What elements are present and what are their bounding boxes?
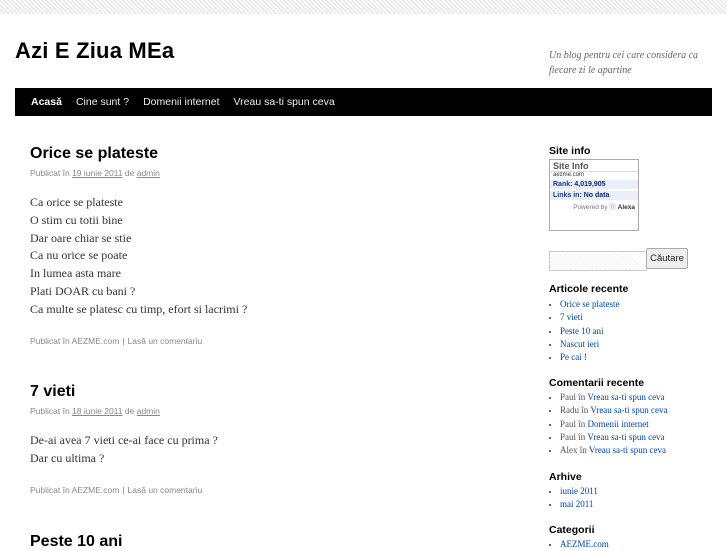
post-line: Dar oare chiar se stie: [30, 230, 132, 245]
nav-item-about[interactable]: Cine sunt ?: [75, 96, 130, 108]
search-button[interactable]: Căutare: [646, 248, 688, 269]
list-item: [560, 498, 598, 511]
category-link[interactable]: AEZME.com: [71, 484, 120, 495]
nav-item-message[interactable]: Vreau sa-ti spun ceva: [233, 96, 335, 108]
recent-comments-list: [549, 391, 668, 457]
recent-post-link[interactable]: Orice se plateste: [560, 299, 620, 309]
post-line: Dar cu ultima ?: [30, 450, 105, 465]
list-item: [560, 444, 668, 457]
recent-post-link[interactable]: Nascut ieri: [560, 338, 600, 349]
post-footer: [30, 485, 218, 495]
post: [30, 145, 247, 346]
links-value: No data: [583, 192, 610, 199]
footer-separator: |: [122, 335, 125, 346]
site-info-title: Site info: [549, 145, 591, 157]
comment-post-link[interactable]: Vreau sa-ti spun ceva: [587, 392, 665, 402]
list-item: [560, 418, 668, 431]
rank-value: 4,019,905: [574, 181, 606, 188]
post-title[interactable]: 7 vieti: [30, 383, 76, 400]
list-item: [560, 325, 619, 338]
recent-post-link[interactable]: Peste 10 ani: [560, 325, 604, 336]
post-line: Ca multe se platesc cu timp, efort si lacrimi ?: [30, 301, 248, 316]
alexa-widget[interactable]: [549, 159, 639, 231]
comment-in: în: [581, 405, 589, 416]
recent-posts-title: Articole recente: [549, 283, 629, 295]
alexa-powered: [550, 200, 638, 213]
category-link[interactable]: AEZME.com: [71, 335, 120, 346]
post: [30, 533, 123, 551]
alexa-logo-text: Alexa: [617, 204, 635, 211]
category-link[interactable]: AEZME.com: [560, 539, 609, 549]
list-item: [560, 431, 668, 444]
post-line: O stim cu totii bine: [30, 212, 123, 227]
recent-comments-title: Comentarii recente: [549, 377, 645, 389]
list-item: [560, 485, 598, 498]
post-author-link[interactable]: admin: [136, 406, 160, 416]
comment-post-link[interactable]: Vreau sa-ti spun ceva: [588, 445, 667, 456]
list-item: [560, 404, 668, 417]
post-meta: [30, 168, 247, 178]
meta-by: de: [124, 168, 135, 178]
post-line: In lumea asta mare: [30, 266, 121, 281]
comment-in: în: [578, 392, 586, 402]
post-title[interactable]: Orice se plateste: [30, 145, 159, 162]
comment-author: Alex: [560, 445, 578, 456]
main-nav: [15, 88, 712, 116]
comment-in: în: [578, 418, 586, 429]
footer-prefix: Publicat în: [30, 484, 70, 495]
post-date-link[interactable]: 18 iunie 2011: [72, 406, 123, 416]
nav-item-home[interactable]: Acasă: [31, 96, 62, 108]
archives-title: Arhive: [549, 471, 582, 483]
meta-by: de: [124, 406, 135, 416]
alexa-header: Site Info: [550, 160, 638, 172]
post-line: Ca nu orice se poate: [30, 248, 128, 263]
powered-by-text: Powered by: [573, 204, 608, 211]
post: [30, 383, 218, 495]
meta-prefix: Publicat în: [30, 168, 70, 178]
categories-title: Categorii: [549, 524, 595, 536]
archive-link[interactable]: iunie 2011: [560, 486, 598, 496]
footer-prefix: Publicat în: [30, 335, 70, 346]
archive-link[interactable]: mai 2011: [560, 499, 594, 510]
post-body: [30, 194, 247, 319]
alexa-logo-icon: ⓪: [609, 204, 616, 211]
comment-author: Radu: [560, 405, 579, 416]
post-author-link[interactable]: admin: [136, 168, 160, 178]
list-item: [560, 391, 668, 404]
alexa-domain: aezme.com: [553, 172, 585, 178]
alexa-links-row: [550, 191, 638, 200]
post-body: [30, 432, 218, 468]
post-title[interactable]: Peste 10 ani: [30, 533, 123, 550]
site-title[interactable]: Azi E Ziua MEa: [15, 38, 175, 63]
recent-post-link[interactable]: Pe cai !: [560, 352, 587, 363]
post-line: De-ai avea 7 vieti ce-ai face cu prima ?: [30, 433, 218, 447]
comment-post-link[interactable]: Domenii internet: [587, 418, 649, 429]
list-item: [560, 351, 619, 364]
site-description: Un blog pentru cei care considera ca fiecare zi le apartine: [549, 50, 699, 76]
comment-author: Paul: [560, 392, 577, 402]
rank-label: Rank:: [553, 181, 573, 188]
links-label: Links in:: [553, 192, 582, 199]
comment-post-link[interactable]: Vreau sa-ti spun ceva: [590, 405, 668, 416]
archives-list: [549, 485, 598, 512]
nav-item-domains[interactable]: Domenii internet: [143, 96, 220, 108]
comment-link[interactable]: Lasă un comentariu: [127, 335, 203, 346]
list-item: [560, 338, 619, 351]
post-line: Plati DOAR cu bani ?: [30, 283, 136, 298]
comment-post-link[interactable]: Vreau sa-ti spun ceva: [587, 431, 665, 442]
search-input[interactable]: [549, 251, 647, 271]
post-meta: [30, 406, 218, 416]
comment-in: în: [578, 431, 586, 442]
post-line: Ca orice se plateste: [30, 195, 123, 209]
alexa-rank-row: [550, 180, 638, 189]
top-pattern-strip: [0, 0, 727, 14]
recent-post-link[interactable]: 7 vieti: [560, 312, 583, 323]
comment-author: Paul: [560, 418, 577, 429]
post-date-link[interactable]: 19 iunie 2011: [72, 168, 123, 178]
list-item: [560, 311, 619, 324]
meta-prefix: Publicat în: [30, 406, 70, 416]
comment-author: Paul: [560, 431, 577, 442]
comment-in: în: [579, 445, 587, 456]
recent-posts-list: [549, 298, 619, 364]
footer-separator: |: [122, 484, 125, 495]
comment-link[interactable]: Lasă un comentariu: [127, 484, 203, 495]
list-item: [560, 298, 619, 311]
post-footer: [30, 336, 247, 346]
